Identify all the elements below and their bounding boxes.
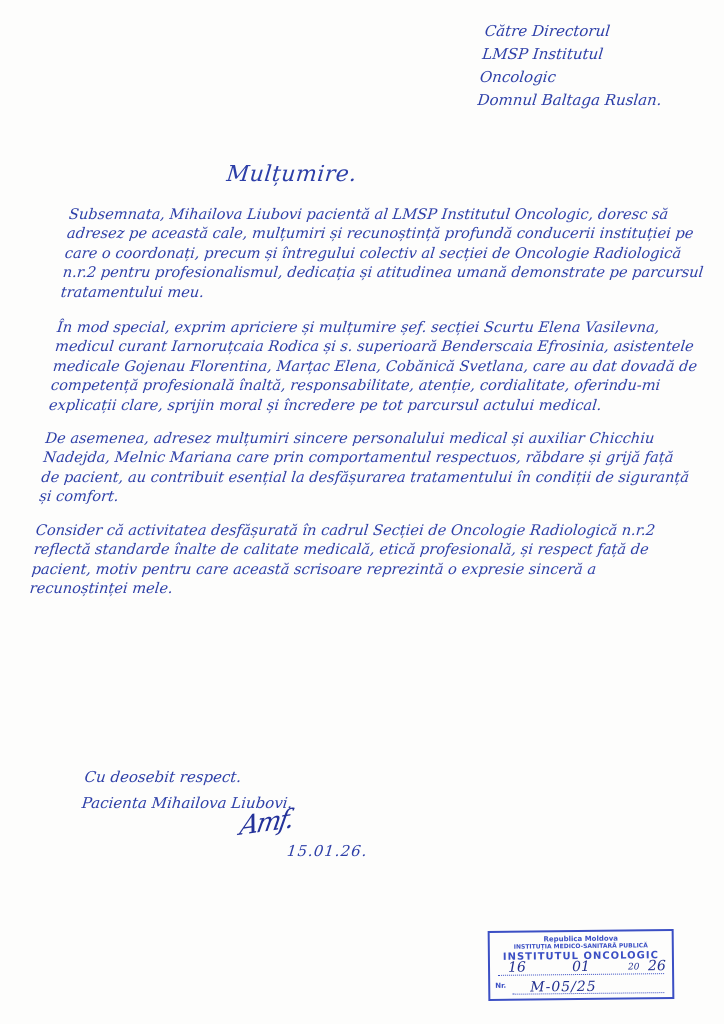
stamp-institution-name: INSTITUTUL ONCOLOGIC bbox=[502, 950, 659, 963]
letter-body bbox=[29, 205, 720, 598]
address-line: Oncologic bbox=[479, 68, 557, 86]
closing-name: Pacienta Mihailova Liubovi. bbox=[80, 794, 294, 812]
stamp-reg-number: M-05/25 bbox=[530, 978, 597, 996]
letter-title: Mulțumire. bbox=[225, 162, 359, 187]
stamp-date-year: 26 bbox=[647, 958, 666, 975]
address-line: LMSP Institutul bbox=[481, 45, 605, 63]
recipient-address bbox=[476, 20, 716, 112]
stamp-reg-label: Nr. bbox=[495, 981, 507, 990]
address-line: Către Directorul bbox=[483, 22, 612, 40]
registration-stamp bbox=[488, 929, 675, 1001]
body-paragraph: Consider că activitatea desfășurată în cadrul Secției de Oncologie Radiologică n.r.2 reflectă standarde înalte de calitate medicală, etică profesională, și respect față de pacient, motiv pentru care această scrisoare reprezintă o expresie sinceră a recunoștinței mele. bbox=[28, 521, 657, 597]
body-paragraph: În mod special, exprim apriciere și mulțumire șef. secției Scurtu Elena Vasilevna, medicul curant Iarnoruțcaia Rodica și s. superioară Benderscaia Efrosinia, asistentele medicale Gojenau Florentina, Marțac Elena, Cobănică Svetlana, care au dat dovadă de competență profesională înaltă, responsabilitate, atenție, cordialitate, oferindu-mi explicații clare, sprijin moral și încredere pe tot parcursul actului medical. bbox=[48, 319, 699, 414]
stamp-date-year-prefix: 20 bbox=[627, 962, 640, 973]
stamp-date-day: 16 bbox=[507, 959, 526, 976]
closing-respect: Cu deosebit respect. bbox=[83, 768, 243, 786]
handwritten-signature: Amf. bbox=[237, 803, 295, 843]
letter-date: 15.01.26. bbox=[286, 842, 369, 860]
address-line: Domnul Baltaga Ruslan. bbox=[476, 91, 663, 109]
stamp-country: Republica Moldova bbox=[543, 934, 619, 944]
body-paragraph: Subsemnata, Mihailova Liubovi pacientă al LMSP Institutul Oncologic, doresc să adresez pe această cale, mulțumiri și recunoștință profundă conducerii instituției pe care o coordonați, precum și întregului colectiv al secției de Oncologie Radiologică n.r.2 pentru profesionalismul, dedicația și atitudinea umană demonstrate pe parcursul tratamentului meu. bbox=[59, 206, 705, 301]
stamp-institution-type: INSTITUȚIA MEDICO-SANITARĂ PUBLICĂ bbox=[513, 942, 648, 951]
stamp-date-month: 01 bbox=[571, 958, 590, 976]
body-paragraph: De asemenea, adresez mulțumiri sincere personalului medical și auxiliar Chicchiu Nadejda, Melnic Mariana care prin comportamentul respectuos, răbdare și grijă față de pacient, au contribuit esențial la desfășurarea tratamentului în condiții de siguranță și comfort. bbox=[38, 430, 690, 506]
